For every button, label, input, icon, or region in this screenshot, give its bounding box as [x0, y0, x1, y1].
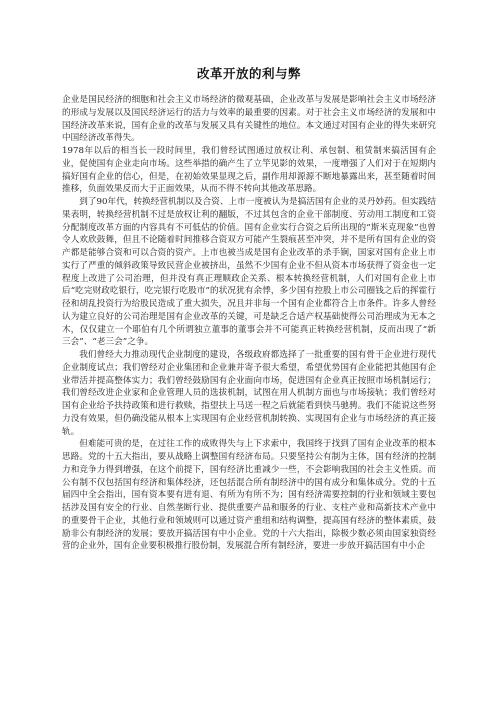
document-title: 改革开放的利与弊	[196, 66, 301, 81]
paragraph-3: 到了90年代，转换经营机制以及合资、上市一度被认为是搞活国有企业的灵丹妙药。但实践结果表明，转换经营机制不过是放权让利的翻版，不过其包含的企业干部制度、劳动用工制度和工资分配制度改革方面的内容具有不可低估的价值。国有企业实行合资之后所出现的“斯米克现象”也曾令人欢欣鼓舞，但且不论随着时间推移合资双方可能产生裂痕甚至冲突，并不是所有国有企业的资产都是能够合资和可以合资的资产。上市也被当成是国有企业改革的杀手锏，国家对国有企业上市实行了严重的倾斜政策导致民营企业被挤出，虽然不少国有企业不但从资本市场获得了资金也一定程度上改进了公司治理，但并没有真正理顺政企关系、根本转换经营机制，人们对国有企业上市后“吃完财政吃银行，吃完银行吃股市”的状况犹有余悸，多少国有控股上市公司圈钱之后的挥霍行径和胡乱投资行为给股民造成了重大损失，况且并非每一个国有企业都符合上市条件。许多人曾经认为建立良好的公司治理是国有企业改革的关键，可是缺乏合适产权基础使得公司治理成为无本之木，仅仅建立一个耶伯有几个所谓独立董事的董事会并不可能真正转换经营机制，反而出现了“新三会”、“老三会”之争。	[62, 197, 436, 348]
paragraph-4: 我们曾经大力推动现代企业制度的建设，各级政府都选择了一批重要的国有骨干企业进行现代企业制度试点；我们曾经对企业集团和企业兼并寄予很大希望，希望优势国有企业能把其他国有企业带活并提高整体实力；我们曾经鼓励国有企业面向市场，促进国有企业真正按照市场机制运行；我们曾经改进企业家和企业管理人员的选拔机制，试图在用人机制方面也与市场接轨；我们曾经对国有企业给予扶持政策和进行救赎，指望扶上马送一程之后就能看到快马驰骋。我们不能说这些努力没有效果，但仍确没能从根本上实现国有企业经营机制转换、实现国有企业与市场经济的真正接轨。	[62, 350, 436, 437]
paragraph-5: 但难能可贵的是，在过往工作的成败得失与上下求索中，我国终于找到了国有企业改革的根本思路。党的十五大指出，要从战略上调整国有经济布局。只要坚持公有制为主体，国有经济的控制力和竞争力得到增强，在这个前提下，国有经济比重减少一些，不会影响我国的社会主义性质。而公有制不仅包括国有经济和集体经济，还包括混合所有制经济中的国有成分和集体成分。党的十五届四中全会指出，国有资本要有进有退、有所为有所不为；国有经济需要控制的行业和领域主要包括涉及国有安全的行业、自然垄断行业、提供重要产品和服务的行业、支柱产业和高新技术产业中的重要骨干企业，其他行业和领域则可以通过资产重组和结构调整，提高国有经济的整体素质，鼓励非公有制经济的发展；要放开搞活国有中小企业。党的十六大指出，除极少数必须由国家独资经营的企业外，国有企业要积极推行股份制，发展混合所有制经济，要进一步放开搞活国有中小企	[62, 439, 436, 552]
paragraph-1: 企业是国民经济的细胞和社会主义市场经济的微观基础，企业改革与发展是影响社会主义市场经济的形成与发展以及国民经济运行的活力与效率的最重要的因素。对于社会主义市场经济的发展和中国经济改革来说，国有企业的改革与发展又具有关键性的地位。本文通过对国有企业的得失来研究中国经济改革得失。	[62, 95, 436, 144]
paragraph-2: 1978年以后的相当长一段时间里，我们曾经试图通过放权让利、承包制、租赁制来搞活国有企业，促使国有企业走向市场。这些举措的确产生了立竿见影的效果，一度增强了人们对于在短期内搞好国有企业的信心，但是，在初始效果显现之后，副作用却源源不断地暴露出来，甚至随着时间推移，负面效果反而大于正面效果，从而不得不转向其他改革思路。	[62, 146, 436, 195]
document-body	[62, 94, 436, 553]
